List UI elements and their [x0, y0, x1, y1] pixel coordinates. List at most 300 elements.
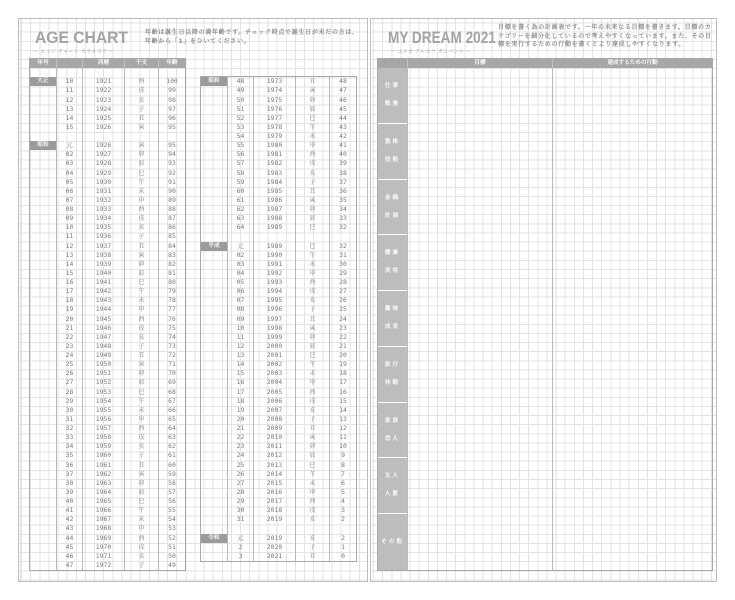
age-cell: 24: [329, 315, 356, 324]
era-number: 27: [56, 378, 82, 387]
year-cell: 1932: [82, 196, 124, 205]
year-cell: 1976: [253, 105, 295, 114]
era-cell: [30, 369, 56, 378]
table-row: [201, 360, 356, 369]
year-cell: 1938: [82, 251, 124, 260]
table-row: [201, 479, 356, 488]
table-row: [201, 488, 356, 497]
zodiac-cell: 卯: [295, 442, 329, 451]
era-number: 54: [227, 132, 253, 141]
era-cell: [201, 96, 227, 105]
era-number: 07: [56, 196, 82, 205]
era-cell: [201, 552, 227, 561]
year-cell: 1962: [82, 470, 124, 479]
header-era: 年号: [37, 60, 49, 66]
table-row: [201, 105, 356, 114]
era-cell: [30, 232, 56, 241]
zodiac-cell: 巳: [124, 388, 158, 397]
action-cell: [552, 403, 712, 459]
table-row: [30, 251, 185, 260]
year-cell: 1986: [253, 196, 295, 205]
age-cell: 33: [329, 214, 356, 223]
zodiac-cell: 丑: [295, 552, 329, 561]
year-cell: 2014: [253, 470, 295, 479]
age-cell: 22: [329, 333, 356, 342]
age-cell: 7: [329, 470, 356, 479]
zodiac-cell: 卯: [124, 260, 158, 269]
table-row: [201, 315, 356, 324]
category-label: その他: [381, 538, 404, 545]
era-number: 15: [227, 369, 253, 378]
era-number: 50: [227, 96, 253, 105]
age-cell: 83: [158, 251, 185, 260]
zodiac-cell: 巳: [295, 114, 329, 123]
era-number: 47: [56, 561, 82, 570]
era-number: 21: [56, 324, 82, 333]
category-cell: [378, 347, 407, 403]
era-cell: [201, 470, 227, 479]
age-cell: 65: [158, 415, 185, 424]
table-row: [30, 141, 185, 150]
table-row: [30, 205, 185, 214]
zodiac-cell: 申: [124, 305, 158, 314]
age-cell: 27: [329, 287, 356, 296]
age-cell: 39: [329, 159, 356, 168]
era-number: 51: [227, 105, 253, 114]
zodiac-cell: 寅: [124, 470, 158, 479]
era-number: 06: [56, 187, 82, 196]
era-cell: [201, 159, 227, 168]
age-cell: 62: [158, 442, 185, 451]
category-label: 友人: [384, 473, 401, 480]
age-chart-note: 年齢は誕生日以降の満年齢です。チェック時点で誕生日が未だの方は、年齢から「1」をひいてください。: [145, 29, 359, 45]
zodiac-cell: 丑: [295, 187, 329, 196]
table-row: [30, 360, 185, 369]
year-cell: 2005: [253, 388, 295, 397]
year-cell: 1929: [82, 169, 124, 178]
era-cell: [30, 105, 56, 114]
zodiac-cell: 亥: [124, 223, 158, 232]
category-cell: [378, 514, 407, 570]
era-cell: [30, 178, 56, 187]
empty-cell: [253, 524, 295, 533]
era-number: 56: [227, 150, 253, 159]
year-cell: 2006: [253, 397, 295, 406]
zodiac-cell: 午: [295, 470, 329, 479]
table-row: [30, 515, 185, 524]
table-row: [30, 196, 185, 205]
zodiac-cell: 戌: [124, 433, 158, 442]
goal-cell: [407, 124, 552, 180]
table-row: [30, 479, 185, 488]
era-number: 60: [227, 187, 253, 196]
age-chart-title: AGE CHART: [35, 28, 128, 47]
category-label: 趣味: [384, 306, 401, 312]
empty-cell: [227, 524, 253, 533]
goal-cell: [407, 68, 552, 124]
zodiac-cell: 戌: [295, 506, 329, 515]
table-row: [30, 424, 185, 433]
zodiac-cell: 子: [295, 415, 329, 424]
dream-category-row: [378, 291, 712, 347]
table-row: [30, 223, 185, 232]
zodiac-cell: 巳: [124, 497, 158, 506]
zodiac-cell: 巳: [124, 278, 158, 287]
table-row: [30, 524, 185, 533]
era-number: 46: [56, 552, 82, 561]
zodiac-cell: 寅: [295, 433, 329, 442]
dream-category-row: [378, 514, 712, 570]
table-row: [201, 506, 356, 515]
age-cell: 50: [158, 552, 185, 561]
category-label: 資格: [384, 138, 401, 145]
era-number: 04: [56, 169, 82, 178]
era-number: 28: [56, 388, 82, 397]
table-row: [30, 406, 185, 415]
table-row: [201, 123, 356, 132]
year-cell: 1946: [82, 324, 124, 333]
era-number: 58: [227, 169, 253, 178]
year-cell: 1924: [82, 105, 124, 114]
zodiac-cell: 辰: [295, 105, 329, 114]
era-number: 10: [56, 223, 82, 232]
era-label: 令和: [201, 534, 227, 543]
year-cell: 1955: [82, 406, 124, 415]
age-cell: 37: [329, 178, 356, 187]
year-cell: 1966: [82, 506, 124, 515]
goal-cell: [407, 235, 552, 291]
era-number: 48: [227, 77, 253, 86]
age-cell: 67: [158, 397, 185, 406]
age-cell: 17: [329, 378, 356, 387]
table-row: [201, 269, 356, 278]
table-row: [30, 543, 185, 552]
action-cell: [552, 458, 712, 514]
table-row: [201, 543, 356, 552]
dream-category-row: [378, 347, 712, 403]
age-cell: 78: [158, 296, 185, 305]
era-cell: [30, 278, 56, 287]
zodiac-cell: 辰: [124, 488, 158, 497]
era-number: 14: [56, 114, 82, 123]
era-number: 22: [227, 433, 253, 442]
table-row: [201, 497, 356, 506]
category-label: 家族: [384, 417, 401, 424]
table-row: [30, 187, 185, 196]
era-cell: [30, 123, 56, 132]
age-cell: 56: [158, 497, 185, 506]
age-cell: 96: [158, 114, 185, 123]
age-cell: 60: [158, 461, 185, 470]
era-number: 25: [56, 360, 82, 369]
zodiac-cell: 酉: [124, 534, 158, 543]
era-number: 23: [56, 342, 82, 351]
dream-category-row: [378, 68, 712, 124]
table-row: [201, 159, 356, 168]
age-table-left-column: [30, 59, 185, 570]
table-row: [201, 260, 356, 269]
era-cell: [201, 324, 227, 333]
era-number: 09: [227, 315, 253, 324]
table-row: [30, 159, 185, 168]
table-row: [30, 415, 185, 424]
era-number: 12: [56, 96, 82, 105]
zodiac-cell: 子: [124, 451, 158, 460]
year-cell: 1980: [253, 141, 295, 150]
zodiac-cell: 丑: [124, 114, 158, 123]
table-row: [201, 406, 356, 415]
era-number: 37: [56, 470, 82, 479]
era-number: 12: [56, 242, 82, 251]
category-cell: [378, 180, 407, 236]
year-cell: 1925: [82, 114, 124, 123]
age-cell: 0: [329, 552, 356, 561]
table-row: [30, 296, 185, 305]
year-cell: 1993: [253, 278, 295, 287]
age-cell: 72: [158, 351, 185, 360]
year-cell: 1994: [253, 287, 295, 296]
zodiac-cell: 申: [124, 524, 158, 533]
era-cell: [30, 470, 56, 479]
year-cell: 2004: [253, 378, 295, 387]
age-cell: 1: [329, 543, 356, 552]
era-cell: [30, 287, 56, 296]
table-row: [201, 141, 356, 150]
zodiac-cell: 子: [124, 232, 158, 241]
table-row: [201, 77, 356, 86]
era-cell: [30, 187, 56, 196]
year-cell: 1928: [82, 159, 124, 168]
year-cell: 2000: [253, 342, 295, 351]
year-cell: 1937: [82, 242, 124, 251]
era-number: 14: [56, 260, 82, 269]
zodiac-cell: 申: [295, 488, 329, 497]
era-number: 13: [56, 105, 82, 114]
blank-row: [30, 132, 185, 141]
year-cell: 1951: [82, 369, 124, 378]
zodiac-cell: 未: [124, 515, 158, 524]
table-row: [201, 515, 356, 524]
era-cell: [30, 360, 56, 369]
age-cell: 2: [329, 515, 356, 524]
age-cell: 46: [329, 96, 356, 105]
era-cell: [201, 488, 227, 497]
blank-row: [201, 232, 356, 241]
age-cell: 93: [158, 159, 185, 168]
year-cell: 1952: [82, 378, 124, 387]
table-row: [30, 305, 185, 314]
action-cell: [552, 347, 712, 403]
empty-cell: [82, 68, 124, 77]
era-number: 27: [227, 479, 253, 488]
year-cell: 1927: [82, 150, 124, 159]
year-cell: 1947: [82, 333, 124, 342]
header-age: 年齢: [158, 59, 185, 68]
year-cell: 2019: [253, 515, 295, 524]
era-cell: [201, 342, 227, 351]
age-cell: 42: [329, 132, 356, 141]
table-row: [201, 470, 356, 479]
empty-cell: [201, 232, 227, 241]
year-cell: 2009: [253, 424, 295, 433]
age-cell: 69: [158, 378, 185, 387]
era-number: 19: [56, 305, 82, 314]
year-cell: 1957: [82, 424, 124, 433]
era-cell: [201, 305, 227, 314]
age-cell: 36: [329, 187, 356, 196]
category-label: 技能: [384, 156, 401, 163]
age-cell: 98: [158, 96, 185, 105]
table-row: [30, 315, 185, 324]
age-cell: 95: [158, 141, 185, 150]
era-cell: [201, 178, 227, 187]
era-number: 29: [56, 397, 82, 406]
year-cell: 1939: [82, 260, 124, 269]
era-cell: [30, 506, 56, 515]
era-number: 34: [56, 442, 82, 451]
era-cell: [201, 260, 227, 269]
zodiac-cell: 戌: [295, 287, 329, 296]
era-cell: [201, 497, 227, 506]
zodiac-cell: 亥: [295, 515, 329, 524]
zodiac-cell: 未: [124, 296, 158, 305]
age-cell: 70: [158, 369, 185, 378]
era-number: 41: [56, 506, 82, 515]
year-cell: 1975: [253, 96, 295, 105]
table-row: [30, 534, 185, 543]
age-cell: 20: [329, 351, 356, 360]
era-number: 42: [56, 515, 82, 524]
year-cell: 1973: [253, 77, 295, 86]
year-cell: 2013: [253, 461, 295, 470]
year-cell: 1960: [82, 451, 124, 460]
era-cell: [30, 415, 56, 424]
age-cell: 64: [158, 424, 185, 433]
age-cell: 49: [158, 561, 185, 570]
table-row: [201, 287, 356, 296]
table-row: [201, 388, 356, 397]
year-cell: 1972: [82, 561, 124, 570]
age-cell: 16: [329, 388, 356, 397]
era-cell: [30, 561, 56, 570]
zodiac-cell: 未: [295, 479, 329, 488]
age-cell: 30: [329, 260, 356, 269]
zodiac-cell: 巳: [295, 461, 329, 470]
zodiac-cell: 戌: [295, 397, 329, 406]
zodiac-cell: 酉: [295, 497, 329, 506]
year-cell: 1923: [82, 96, 124, 105]
zodiac-cell: 午: [124, 397, 158, 406]
category-label: 計画: [384, 212, 401, 219]
era-cell: [201, 479, 227, 488]
table-row: [30, 497, 185, 506]
year-cell: 1990: [253, 251, 295, 260]
age-cell: 15: [329, 397, 356, 406]
era-cell: [30, 296, 56, 305]
zodiac-cell: 申: [295, 269, 329, 278]
era-cell: [201, 86, 227, 95]
table-row: [30, 433, 185, 442]
year-cell: 2008: [253, 415, 295, 424]
era-number: 59: [227, 178, 253, 187]
category-label: 恋人: [384, 435, 401, 442]
table-row: [30, 324, 185, 333]
zodiac-cell: 寅: [124, 141, 158, 150]
era-number: 元: [56, 141, 82, 150]
zodiac-cell: 辰: [124, 269, 158, 278]
year-cell: 1968: [82, 524, 124, 533]
era-label: 昭和: [30, 141, 56, 150]
empty-cell: [253, 232, 295, 241]
age-cell: 47: [329, 86, 356, 95]
table-row: [30, 461, 185, 470]
age-cell: 25: [329, 305, 356, 314]
category-cell: [378, 235, 407, 291]
zodiac-cell: 戌: [295, 159, 329, 168]
age-cell: 88: [158, 205, 185, 214]
age-cell: 34: [329, 205, 356, 214]
table-row: [30, 278, 185, 287]
table-row: [201, 378, 356, 387]
era-number: 29: [227, 497, 253, 506]
age-cell: 52: [158, 534, 185, 543]
era-cell: [30, 461, 56, 470]
header-category: [378, 59, 407, 68]
table-row: [201, 397, 356, 406]
age-cell: 31: [329, 251, 356, 260]
year-cell: 2002: [253, 360, 295, 369]
zodiac-cell: 辰: [124, 159, 158, 168]
year-cell: 1934: [82, 214, 124, 223]
year-cell: 2007: [253, 406, 295, 415]
era-cell: [201, 451, 227, 460]
zodiac-cell: 巳: [124, 169, 158, 178]
zodiac-cell: 酉: [124, 315, 158, 324]
era-cell: [30, 552, 56, 561]
year-cell: 1958: [82, 433, 124, 442]
zodiac-cell: 丑: [295, 77, 329, 86]
era-number: 24: [56, 351, 82, 360]
year-cell: 2019: [253, 534, 295, 543]
action-cell: [552, 68, 712, 124]
age-cell: 11: [329, 433, 356, 442]
year-cell: 2011: [253, 442, 295, 451]
era-number: 06: [227, 287, 253, 296]
era-cell: [30, 378, 56, 387]
era-cell: [201, 506, 227, 515]
era-cell: [201, 132, 227, 141]
era-number: 63: [227, 214, 253, 223]
table-row: [30, 451, 185, 460]
table-row: [30, 333, 185, 342]
blank-row: [30, 68, 185, 77]
era-number: 11: [56, 86, 82, 95]
empty-cell: [295, 524, 329, 533]
age-cell: 4: [329, 497, 356, 506]
left-page: [18, 18, 368, 582]
age-cell: 19: [329, 360, 356, 369]
table-row: [30, 561, 185, 570]
goal-cell: [407, 458, 552, 514]
era-label: 平成: [201, 242, 227, 251]
year-cell: 1989: [253, 223, 295, 232]
year-cell: 1964: [82, 488, 124, 497]
age-cell: 51: [158, 543, 185, 552]
zodiac-cell: 辰: [295, 451, 329, 460]
table-row: [201, 534, 356, 543]
era-number: 10: [227, 324, 253, 333]
year-cell: 1940: [82, 269, 124, 278]
